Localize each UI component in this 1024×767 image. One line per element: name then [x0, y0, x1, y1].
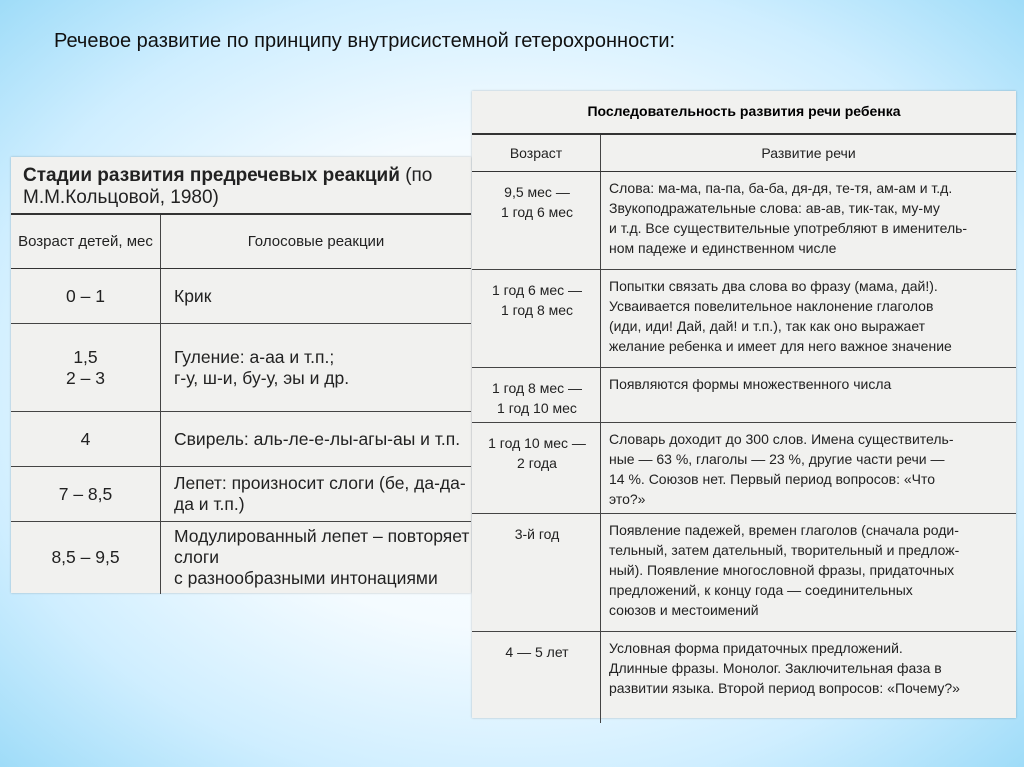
dev-cell [601, 270, 1017, 368]
age-cell [472, 172, 601, 270]
voice-cell [161, 467, 472, 522]
dev-line: Усваивается повелительное наклонение глаголов [609, 298, 934, 314]
header-voice: Голосовые реакции [161, 215, 472, 269]
header-age: Возраст детей, мес [11, 215, 161, 269]
voice-line: с разнообразными интонациями [174, 568, 438, 589]
age-line: 1 год 10 мес — [488, 435, 586, 451]
dev-line: Звукоподражательные слова: ав-ав, тик-так, му-му [609, 200, 940, 216]
dev-line: Условная форма придаточных предложений. [609, 640, 903, 656]
voice-cell [161, 324, 472, 412]
table-row [472, 632, 1016, 723]
dev-line: Длинные фразы. Монолог. Заключительная фаза в [609, 660, 942, 676]
age-cell [11, 467, 161, 522]
dev-line: желание ребенка и имеет для него важное значение [609, 338, 952, 354]
age-line: 1 год 10 мес [497, 400, 577, 416]
table-row [11, 467, 471, 522]
dev-line: ном падеже и единственном числе [609, 240, 837, 256]
table-row [11, 269, 471, 324]
dev-line: и т.д. Все существительные употребляют в именитель- [609, 220, 968, 236]
age-cell [472, 270, 601, 368]
dev-cell [601, 514, 1017, 632]
age-line: 8,5 – 9,5 [51, 547, 120, 568]
voice-cell [161, 522, 472, 594]
slide-title: Речевое развитие по принципу внутрисистемной гетерохронности: [54, 30, 676, 52]
header-age: Возраст [472, 135, 601, 172]
dev-line: ные — 63 %, глаголы — 23 %, другие части речи — [609, 451, 945, 467]
table-row [11, 324, 471, 412]
dev-cell [601, 423, 1017, 514]
voice-cell [161, 269, 472, 324]
dev-line: (иди, иди! Дай, дай! и т.п.), так как оно выражает [609, 318, 926, 334]
voice-line: Свирель: аль-ле-е-лы-агы-аы и т.п. [174, 428, 461, 449]
dev-line: 14 %. Союзов нет. Первый период вопросов: «Что [609, 471, 936, 487]
dev-line: предложений, к концу года — соединительных [609, 582, 913, 598]
voice-line: г-у, ш-и, бу-у, эы и др. [174, 367, 350, 388]
age-cell [472, 514, 601, 632]
age-line: 7 – 8,5 [58, 483, 113, 504]
dev-line: развитии языка. Второй период вопросов: «Почему?» [609, 680, 960, 696]
dev-line: ный). Появление многословной фразы, придаточных [609, 562, 955, 578]
header-development: Развитие речи [601, 135, 1017, 172]
age-cell [11, 269, 161, 324]
age-line: 1 год 8 мес [500, 302, 574, 318]
table-row [472, 368, 1016, 423]
age-line: 1,5 [73, 346, 98, 367]
prespeech-table-caption [11, 157, 471, 215]
age-line: 0 – 1 [66, 285, 105, 306]
age-line: 4 [80, 428, 91, 449]
age-line: 2 – 3 [66, 367, 105, 388]
dev-line: Попытки связать два слова во фразу (мама, дай!). [609, 278, 938, 294]
dev-line: тельный, затем дательный, творительный и предлож- [609, 542, 960, 558]
dev-cell [601, 632, 1017, 723]
age-line: 4 — 5 лет [505, 644, 569, 660]
dev-line: это?» [609, 491, 646, 507]
age-line: 1 год 6 мес — [492, 282, 582, 298]
table-row [472, 423, 1016, 514]
voice-line: Лепет: произносит слоги (бе, да-да-да и т.п.) [174, 473, 466, 514]
table-row [472, 270, 1016, 368]
speech-table-caption: Последовательность развития речи ребенка [472, 91, 1016, 135]
table-row [472, 172, 1016, 270]
table-row [11, 412, 471, 467]
age-line: 1 год 8 мес — [492, 380, 582, 396]
age-line: 3-й год [514, 526, 560, 542]
age-cell [472, 368, 601, 423]
dev-line: Появление падежей, времен глаголов (сначала роди- [609, 522, 959, 538]
voice-line: Модулированный лепет – повторяет слоги [174, 526, 470, 568]
age-cell [11, 522, 161, 594]
age-cell [11, 324, 161, 412]
dev-line: Появляются формы множественного числа [609, 376, 892, 392]
dev-line: Слова: ма-ма, па-па, ба-ба, дя-дя, те-тя, ам-ам и т.д. [609, 180, 953, 196]
age-cell [472, 632, 601, 723]
voice-line: Гуление: а-аа и т.п.; [174, 346, 335, 367]
caption-source: (по М.М.Кольцовой, 1980) [23, 165, 433, 208]
voice-line: Крик [174, 285, 212, 306]
dev-line: союзов и местоимений [609, 602, 759, 618]
prespeech-stages-table [11, 157, 471, 593]
dev-line: Словарь доходит до 300 слов. Имена существитель- [609, 431, 954, 447]
age-cell [11, 412, 161, 467]
table-row [472, 514, 1016, 632]
age-cell [472, 423, 601, 514]
speech-development-table [472, 91, 1016, 718]
table-row [11, 522, 471, 594]
voice-cell [161, 412, 472, 467]
dev-cell [601, 368, 1017, 423]
dev-cell [601, 172, 1017, 270]
age-line: 2 года [517, 455, 557, 471]
age-line: 9,5 мес — [504, 184, 570, 200]
age-line: 1 год 6 мес [500, 204, 574, 220]
caption-bold: Стадии развития предречевых реакций [23, 165, 400, 186]
